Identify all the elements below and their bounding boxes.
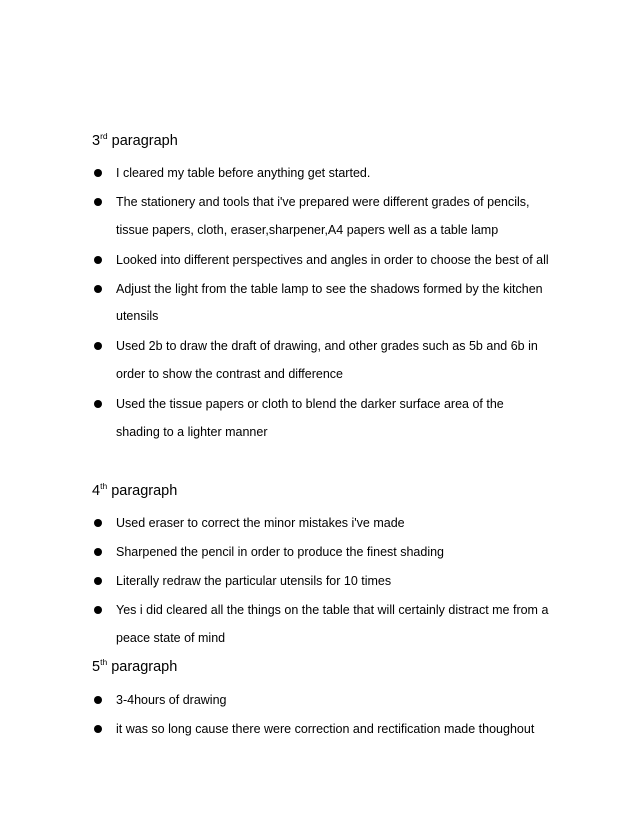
heading-ordinal-suffix: rd bbox=[100, 131, 108, 141]
bullet-icon bbox=[94, 696, 102, 704]
heading-number: 3 bbox=[92, 133, 101, 149]
section-heading-5th-paragraph bbox=[92, 658, 177, 676]
bullet-icon bbox=[94, 577, 102, 585]
bullet-icon bbox=[94, 548, 102, 556]
heading-ordinal-suffix: th bbox=[100, 657, 108, 667]
list-item-line: Yes i did cleared all the things on the table that will certainly distract me from a bbox=[116, 603, 549, 617]
bullet-icon bbox=[94, 169, 102, 177]
list-item-line: Adjust the light from the table lamp to see the shadows formed by the kitchen bbox=[116, 282, 543, 296]
heading-number: 4 bbox=[92, 483, 101, 499]
bullet-icon bbox=[94, 606, 102, 614]
list-item-line: Used eraser to correct the minor mistakes i've made bbox=[116, 516, 405, 530]
list-item-line: shading to a lighter manner bbox=[116, 425, 268, 439]
list-item-line: I cleared my table before anything get started. bbox=[116, 166, 371, 180]
bullet-icon bbox=[94, 519, 102, 527]
bullet-icon bbox=[94, 256, 102, 264]
heading-number: 5 bbox=[92, 659, 101, 675]
list-item-line: it was so long cause there were correction and rectification made thoughout bbox=[116, 722, 535, 736]
bullet-icon bbox=[94, 400, 102, 408]
list-item-line: 3-4hours of drawing bbox=[116, 693, 227, 707]
bullet-icon bbox=[94, 725, 102, 733]
list-item-line: Looked into different perspectives and angles in order to choose the best of all bbox=[116, 253, 549, 267]
bullet-icon bbox=[94, 342, 102, 350]
list-item-line: peace state of mind bbox=[116, 631, 226, 645]
heading-text: paragraph bbox=[107, 483, 178, 499]
bullet-icon bbox=[94, 285, 102, 293]
heading-text: paragraph bbox=[107, 133, 178, 149]
section-heading-4th-paragraph bbox=[92, 482, 177, 500]
list-item-line: The stationery and tools that i've prepared were different grades of pencils, bbox=[116, 195, 530, 209]
list-item-line: Sharpened the pencil in order to produce the finest shading bbox=[116, 545, 445, 559]
heading-ordinal-suffix: th bbox=[100, 481, 108, 491]
section-heading-3rd-paragraph bbox=[92, 132, 178, 150]
heading-text: paragraph bbox=[107, 659, 178, 675]
list-item-line: utensils bbox=[116, 309, 159, 323]
list-item-line: tissue papers, cloth, eraser,sharpener,A4 papers well as a table lamp bbox=[116, 223, 499, 237]
list-item-line: Used the tissue papers or cloth to blend the darker surface area of the bbox=[116, 397, 504, 411]
bullet-icon bbox=[94, 198, 102, 206]
list-item-line: order to show the contrast and difference bbox=[116, 367, 343, 381]
list-item-line: Used 2b to draw the draft of drawing, and other grades such as 5b and 6b in bbox=[116, 339, 538, 353]
list-item-line: Literally redraw the particular utensils for 10 times bbox=[116, 574, 392, 588]
